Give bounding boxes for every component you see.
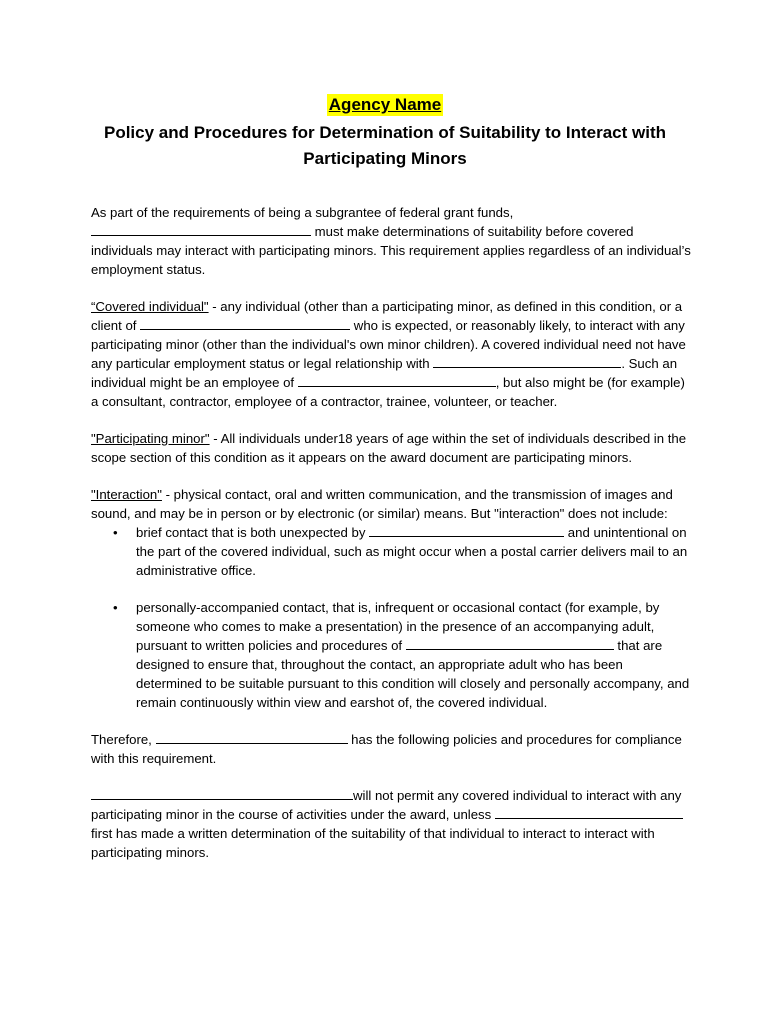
- covered-text-3: . Such an individual might be an employee of: [91, 356, 678, 390]
- document-title: Policy and Procedures for Determination of Suitability to Interact with Participating Minors: [103, 123, 667, 168]
- document-body: [91, 203, 691, 880]
- covered-individual-term: “Covered individual": [91, 299, 209, 314]
- interaction-exclusions-list: [91, 523, 691, 712]
- therefore-paragraph: [91, 730, 691, 768]
- final-blank-1: [91, 786, 353, 800]
- interaction-term: "Interaction": [91, 487, 162, 502]
- bullet-icon: •: [113, 600, 118, 615]
- interaction-paragraph: [91, 485, 691, 523]
- bullet-icon: •: [113, 525, 118, 540]
- covered-text-2: who is expected, or reasonably likely, to interact with any participating minor (other than the individual's own minor children). A covered individual need not have any particular employment status or legal relationship with: [91, 318, 686, 371]
- bullet-1-blank: [369, 523, 564, 537]
- covered-individual-paragraph: [91, 297, 691, 411]
- participating-minor-term: "Participating minor": [91, 431, 210, 446]
- bullet-1-text-2: and unintentional on the part of the covered individual, such as might occur when a postal carrier delivers mail to an administrative office.: [136, 525, 688, 578]
- bullet-2-blank: [406, 636, 614, 650]
- covered-blank-1: [140, 316, 350, 330]
- intro-text-2: must make determinations of suitability before covered individuals may interact with participating minors. This requirement applies regardless of an individual’s employment status.: [91, 224, 691, 277]
- covered-text-4: , but also might be (for example) a consultant, contractor, employee of a contractor, trainee, volunteer, or teacher.: [91, 375, 685, 409]
- interaction-text-1: - physical contact, oral and written communication, and the transmission of images and sound, and may be in person or by electronic (or similar) means. But "interaction" does not include:: [91, 487, 673, 521]
- intro-blank: [91, 222, 311, 236]
- final-text-1: will not permit any covered individual to interact with any participating minor in the course of activities under the award, unless: [91, 788, 682, 822]
- therefore-blank: [156, 730, 348, 744]
- agency-name: Agency Name: [328, 95, 442, 114]
- list-item: [113, 523, 691, 580]
- therefore-text-1: Therefore,: [91, 732, 156, 747]
- list-item: [113, 598, 691, 712]
- participating-minor-paragraph: [91, 429, 691, 467]
- therefore-text-2: has the following policies and procedures for compliance with this requirement.: [91, 732, 682, 766]
- covered-blank-3: [298, 373, 496, 387]
- minor-text-1: - All individuals under18 years of age within the set of individuals described in the scope section of this condition as it appears on the award document are participating minors.: [91, 431, 687, 465]
- document-header: [0, 94, 770, 172]
- final-blank-2: [495, 805, 683, 819]
- bullet-2-text-1: personally-accompanied contact, that is, infrequent or occasional contact (for example, by someone who comes to make a presentation) in the presence of an accompanying adult, pursuant to written policies and procedures of: [136, 600, 660, 653]
- covered-blank-2: [433, 354, 621, 368]
- final-paragraph: [91, 786, 691, 862]
- intro-paragraph: [91, 203, 691, 279]
- bullet-2-text-2: that are designed to ensure that, throughout the contact, an appropriate adult who has been determined to be suitable pursuant to this condition will closely and personally accompany, and remain continuously within view and earshot of, the covered individual.: [136, 638, 690, 710]
- covered-text-1: - any individual (other than a participating minor, as defined in this condition, or a client of: [91, 299, 683, 333]
- bullet-1-text-1: brief contact that is both unexpected by: [136, 525, 370, 540]
- intro-text-1: As part of the requirements of being a subgrantee of federal grant funds,: [91, 205, 514, 220]
- final-text-2: first has made a written determination of the suitability of that individual to interact to interact with participating minors.: [91, 826, 655, 860]
